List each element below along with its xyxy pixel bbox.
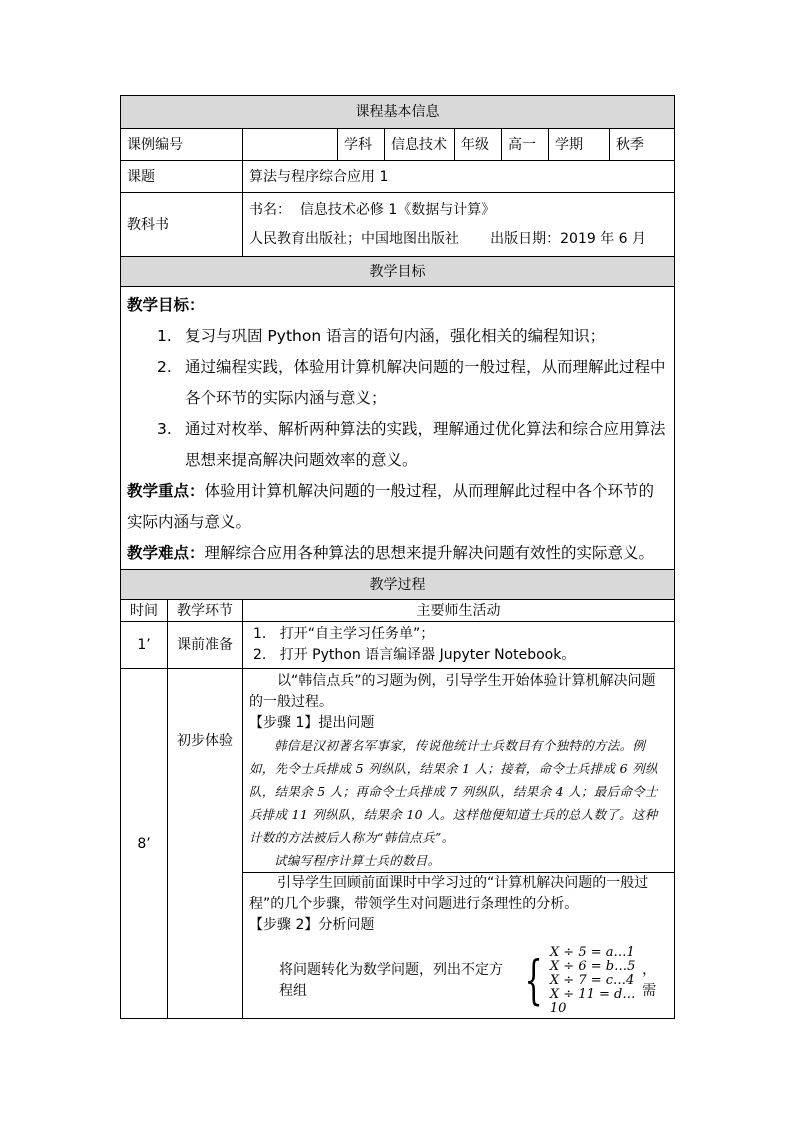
equation-line: X ÷ 5 = a…1 [549, 945, 635, 960]
key-point-label: 教学重点： [127, 481, 205, 500]
goal-item [127, 321, 668, 352]
subject-label: 学科 [338, 129, 385, 161]
row2-time: 8’ [121, 669, 168, 1019]
equation-tail: ，需 [642, 962, 657, 999]
equation-system [517, 946, 642, 1016]
equation-line: X ÷ 7 = c…4 [549, 973, 635, 988]
equation-line: X ÷ 6 = b…5 [549, 959, 636, 974]
subject-value: 信息技术 [385, 129, 455, 161]
basic-info-header: 课程基本信息 [121, 96, 675, 129]
textbook-label: 教科书 [121, 193, 243, 257]
term-label: 学期 [549, 129, 610, 161]
goal-item [127, 352, 668, 414]
difficulty-text: 理解综合应用各种算法的思想来提升解决问题有效性的实际意义。 [204, 543, 655, 562]
col-activity-header: 主要师生活动 [243, 600, 675, 622]
review-text: 引导学生回顾前面课时中学习过的“计算机解决问题的一般过程”的几个步骤，带领学生对问题进行条理性的分析。 [243, 872, 674, 915]
goal-number: 1. [157, 326, 172, 345]
textbook-title: 书名： 信息技术必修 1《数据与计算》 [249, 201, 496, 218]
goals-title: 教学目标： [127, 295, 205, 314]
goals-section [121, 287, 675, 570]
col-time-header: 时间 [121, 600, 168, 622]
term-value: 秋季 [610, 129, 675, 161]
intro-text: 以“韩信点兵”的习题为例，引导学生开始体验计算机解决问题的一般过程。 [249, 673, 656, 710]
difficulty-point [127, 538, 668, 569]
equation-row [249, 946, 668, 1016]
topic-value: 算法与程序综合应用 1 [243, 161, 675, 193]
goal-text: 通过对枚举、解析两种算法的实践，理解通过优化算法和综合应用算法思想来提高解决问题效率的意义。 [185, 419, 666, 469]
lesson-table [120, 95, 675, 1019]
row1-time: 1’ [121, 622, 168, 669]
equation-lines [550, 946, 642, 1016]
topic-label: 课题 [121, 161, 243, 193]
key-point-text: 体验用计算机解决问题的一般过程，从而理解此过程中各个环节的实际内涵与意义。 [127, 481, 655, 531]
goal-item [127, 414, 668, 476]
lesson-plan [120, 95, 674, 1019]
grade-value: 高一 [502, 129, 549, 161]
step1-heading: 【步骤 1】提出问题 [249, 715, 375, 731]
textbook-info [243, 193, 675, 257]
step2-heading: 【步骤 2】分析问题 [249, 917, 375, 933]
textbook-publisher: 人民教育出版社；中国地图出版社 出版日期：2019 年 6 月 [249, 230, 647, 247]
equation-line: X ÷ 11 = d…10 [549, 987, 636, 1016]
case-no-value [243, 129, 338, 161]
grade-label: 年级 [455, 129, 502, 161]
goals-header: 教学目标 [121, 257, 675, 287]
brace-symbol: { [524, 951, 543, 1011]
row2-activities [243, 669, 675, 1019]
process-header: 教学过程 [121, 570, 675, 600]
row1-stage: 课前准备 [168, 622, 243, 669]
story-text: 韩信是汉初著名军事家，传说他统计士兵数目有个独特的方法。例如，先令士兵排成 5 列纵队，结果余 1 人；接着，命令士兵排成 6 列纵队，结果余 5 人；再命令士兵排成 7 列纵队，结果余 4 人；最后命令士兵排成 11 列纵队，结果余 10 人。这样他便知道士兵的总人数了。这种计数的方法被后人称为“韩信点兵”。 [249, 738, 658, 845]
equation-lead: 将问题转化为数学问题，列出不定方程组 [279, 962, 503, 999]
row1-item: 2. 打开 Python 语言编译器 Jupyter Notebook。 [253, 647, 576, 663]
goal-number: 2. [157, 357, 172, 376]
goal-text: 通过编程实践，体验用计算机解决问题的一般过程，从而理解此过程中各个环节的实际内涵与意义； [185, 357, 666, 407]
row1-activities [243, 622, 675, 669]
goal-number: 3. [157, 419, 172, 438]
key-point [127, 476, 668, 538]
row2-stage: 初步体验 [168, 669, 243, 1019]
task-text: 试编写程序计算士兵的数目。 [274, 853, 441, 868]
row1-item: 1. 打开“自主学习任务单”； [253, 626, 435, 642]
col-stage-header: 教学环节 [168, 600, 243, 622]
goal-text: 复习与巩固 Python 语言的语句内涵，强化相关的编程知识； [185, 326, 606, 345]
difficulty-label: 教学难点： [127, 543, 205, 562]
case-no-label: 课例编号 [121, 129, 243, 161]
